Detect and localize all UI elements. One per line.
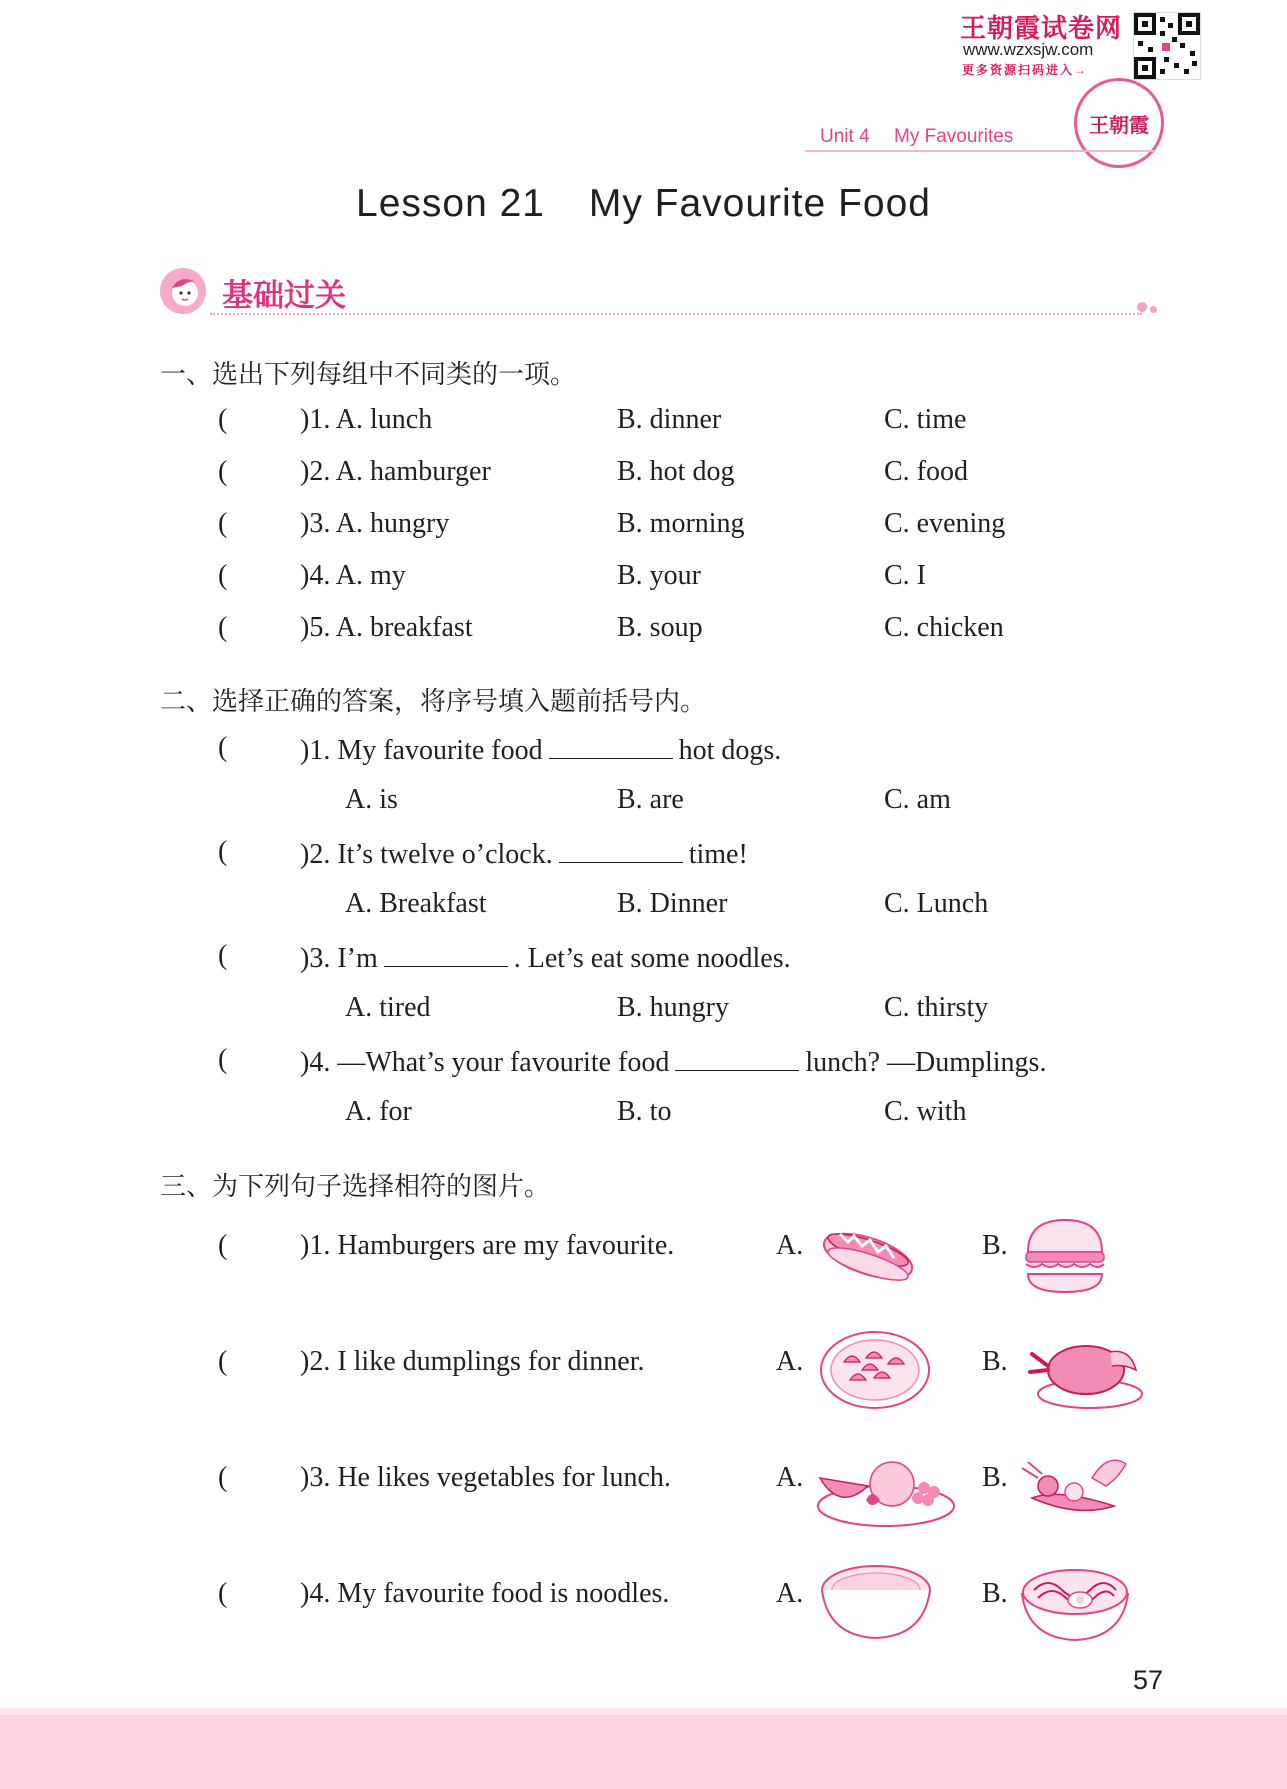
answer-paren[interactable]: ( — [218, 940, 228, 971]
dumplings-plate-icon[interactable] — [818, 1328, 932, 1412]
unit-label: Unit 4 — [820, 126, 870, 147]
question-option-a: )3. A. hungry — [300, 508, 450, 539]
footer-band — [0, 1715, 1287, 1789]
part2-question — [0, 1044, 1287, 1084]
brand-scan-hint: 更多资源扫码进入→ — [962, 63, 1089, 77]
soup-bowl-icon[interactable] — [818, 1560, 934, 1642]
vegetables-icon[interactable] — [1018, 1448, 1136, 1524]
page-title — [0, 182, 1287, 226]
option-c: C. chicken — [884, 612, 1004, 643]
part1-question — [0, 456, 1287, 496]
answer-paren[interactable]: ( — [218, 836, 228, 867]
seal-logo — [1074, 78, 1164, 168]
picture-option-b[interactable]: B. — [982, 1346, 1008, 1377]
part2-options — [0, 784, 1287, 824]
unit-topic: My Favourites — [894, 126, 1014, 147]
lesson-title-text: My Favourite Food — [588, 182, 931, 225]
part2-options — [0, 888, 1287, 928]
option-b: B. soup — [617, 612, 703, 643]
part1-question — [0, 508, 1287, 548]
picture-option-a[interactable]: A. — [776, 1578, 804, 1609]
qr-code-icon[interactable] — [1133, 12, 1201, 80]
picture-option-b[interactable]: B. — [982, 1230, 1008, 1261]
answer-paren[interactable]: ( — [218, 1462, 228, 1493]
option-a: A. Breakfast — [345, 888, 487, 919]
answer-blank[interactable] — [549, 732, 673, 759]
option-b: B. morning — [617, 508, 745, 539]
question-text-end: time! — [688, 839, 748, 870]
question-line — [300, 940, 791, 975]
part1-question — [0, 560, 1287, 600]
hamburger-icon[interactable] — [1022, 1216, 1108, 1298]
option-c: C. am — [884, 784, 951, 815]
answer-paren[interactable]: ( — [218, 1578, 228, 1609]
brand-url[interactable]: www.wzxsjw.com — [963, 40, 1094, 59]
option-c: C. Lunch — [884, 888, 989, 919]
question-option-a: )5. A. breakfast — [300, 612, 473, 643]
noodle-bowl-icon[interactable] — [1018, 1560, 1132, 1642]
divider-dot — [1137, 302, 1147, 312]
option-c: C. I — [884, 560, 926, 591]
picture-option-a[interactable]: A. — [776, 1230, 804, 1261]
option-b: B. dinner — [617, 404, 722, 435]
question-text: )2. I like dumplings for dinner. — [300, 1346, 645, 1377]
picture-option-b[interactable]: B. — [982, 1462, 1008, 1493]
seal-text: 王朝霞 — [1089, 112, 1149, 137]
option-a: A. for — [345, 1096, 412, 1127]
option-b: B. your — [617, 560, 701, 591]
question-option-a: )1. A. lunch — [300, 404, 433, 435]
hot-dog-icon[interactable] — [818, 1212, 918, 1292]
option-c: C. food — [884, 456, 968, 487]
answer-paren[interactable]: ( — [218, 612, 228, 643]
divider-dot — [1150, 306, 1157, 313]
question-text: )2. It’s twelve o’clock. — [300, 839, 553, 870]
question-text-end: lunch? —Dumplings. — [805, 1047, 1047, 1078]
question-line — [300, 1044, 1046, 1079]
option-b: B. to — [617, 1096, 672, 1127]
question-option-a: )4. A. my — [300, 560, 406, 591]
roast-chicken-icon[interactable] — [1026, 1330, 1144, 1414]
picture-option-b[interactable]: B. — [982, 1578, 1008, 1609]
fruit-plate-icon[interactable] — [814, 1448, 958, 1530]
part2-options — [0, 1096, 1287, 1136]
question-text-end: . Let’s eat some noodles. — [513, 943, 791, 974]
option-b: B. Dinner — [617, 888, 728, 919]
option-a: A. tired — [345, 992, 431, 1023]
question-line — [300, 836, 748, 871]
question-text: )3. I’m — [300, 943, 378, 974]
part2-heading: 二、选择正确的答案，将序号填入题前括号内。 — [160, 687, 707, 717]
part1-question — [0, 612, 1287, 652]
answer-paren[interactable]: ( — [218, 1230, 228, 1261]
question-text: )4. My favourite food is noodles. — [300, 1578, 670, 1609]
answer-paren[interactable]: ( — [218, 1346, 228, 1377]
picture-option-a[interactable]: A. — [776, 1346, 804, 1377]
girl-avatar-icon — [160, 268, 206, 314]
option-c: C. with — [884, 1096, 967, 1127]
brand-title: 王朝霞试卷网 — [960, 13, 1123, 43]
question-option-a: )2. A. hamburger — [300, 456, 491, 487]
part3-heading: 三、为下列句子选择相符的图片。 — [160, 1172, 551, 1202]
part1-heading: 一、选出下列每组中不同类的一项。 — [160, 360, 577, 390]
answer-paren[interactable]: ( — [218, 456, 228, 487]
answer-blank[interactable] — [675, 1044, 799, 1071]
page-number: 57 — [1133, 1665, 1164, 1695]
picture-option-a[interactable]: A. — [776, 1462, 804, 1493]
option-c: C. time — [884, 404, 967, 435]
answer-paren[interactable]: ( — [218, 732, 228, 763]
answer-blank[interactable] — [384, 940, 508, 967]
lesson-number: Lesson 21 — [356, 182, 545, 225]
answer-paren[interactable]: ( — [218, 404, 228, 435]
question-text: )1. Hamburgers are my favourite. — [300, 1230, 675, 1261]
part2-question — [0, 940, 1287, 980]
option-b: B. hungry — [617, 992, 729, 1023]
question-text-end: hot dogs. — [678, 735, 782, 766]
option-b: B. hot dog — [617, 456, 735, 487]
question-text: )1. My favourite food — [300, 735, 543, 766]
answer-paren[interactable]: ( — [218, 1044, 228, 1075]
section-title: 基础过关 — [222, 278, 346, 314]
question-text: )3. He likes vegetables for lunch. — [300, 1462, 671, 1493]
option-c: C. thirsty — [884, 992, 989, 1023]
section-divider — [210, 313, 1142, 315]
part1-question — [0, 404, 1287, 444]
part2-question — [0, 836, 1287, 876]
answer-blank[interactable] — [559, 836, 683, 863]
question-line — [300, 732, 781, 767]
part2-options — [0, 992, 1287, 1032]
question-text: )4. —What’s your favourite food — [300, 1047, 670, 1078]
answer-paren[interactable]: ( — [218, 560, 228, 591]
unit-divider — [805, 150, 1155, 152]
option-c: C. evening — [884, 508, 1006, 539]
part2-question — [0, 732, 1287, 772]
option-b: B. are — [617, 784, 684, 815]
option-a: A. is — [345, 784, 398, 815]
answer-paren[interactable]: ( — [218, 508, 228, 539]
